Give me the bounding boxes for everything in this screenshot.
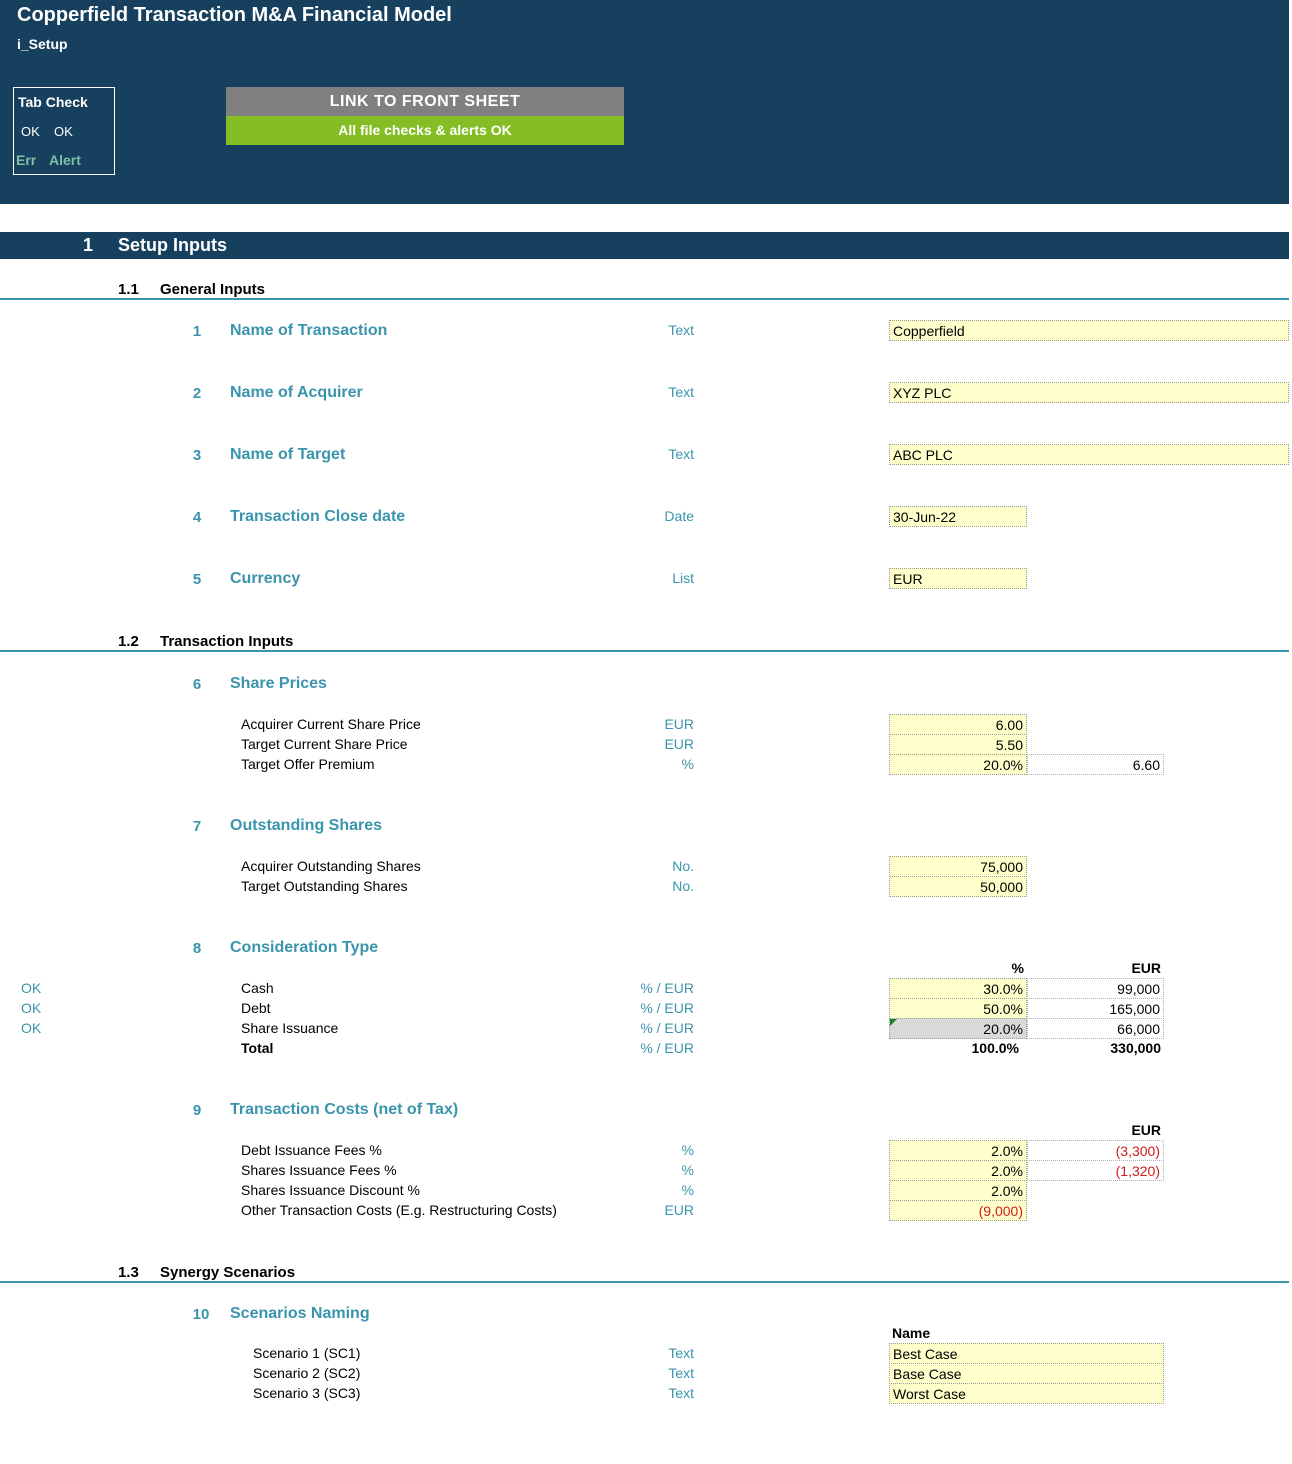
acquirer-name-input[interactable]: XYZ PLC: [889, 382, 1289, 403]
unit-label: %: [681, 1142, 694, 1158]
unit-label: %: [681, 1182, 694, 1198]
item-label: Consideration Type: [230, 939, 379, 956]
column-header-name: Name: [892, 1325, 931, 1341]
subsection-number: 1.2: [118, 633, 139, 650]
debt-pct-input[interactable]: 50.0%: [889, 998, 1027, 1019]
share-issuance-eur-calc: 66,000: [1027, 1018, 1164, 1039]
item-number: 8: [192, 940, 202, 957]
unit-label: % / EUR: [640, 980, 694, 996]
tab-check-title: Tab Check: [18, 94, 88, 110]
total-eur: 330,000: [1110, 1040, 1161, 1056]
row-label: Target Current Share Price: [241, 736, 408, 752]
row-label: Scenario 3 (SC3): [253, 1385, 361, 1401]
row-label: Acquirer Outstanding Shares: [241, 858, 421, 874]
header-band: [0, 0, 1289, 204]
shares-issuance-discount-input[interactable]: 2.0%: [889, 1180, 1027, 1201]
item-label: Name of Transaction: [230, 322, 388, 339]
unit-label: Text: [668, 446, 694, 462]
unit-label: % / EUR: [640, 1000, 694, 1016]
item-number: 2: [192, 385, 202, 402]
row-label: Cash: [241, 980, 274, 996]
divider: [0, 650, 1289, 652]
scenario-2-name-input[interactable]: Base Case: [889, 1363, 1164, 1384]
cash-pct-input[interactable]: 30.0%: [889, 978, 1027, 999]
subsection-title: Transaction Inputs: [160, 633, 294, 650]
row-label: Debt: [241, 1000, 271, 1016]
divider: [0, 1281, 1289, 1283]
unit-label: Text: [668, 1385, 694, 1401]
check-status: OK: [21, 1000, 42, 1016]
tab-check-box: [13, 87, 115, 175]
model-title: Copperfield Transaction M&A Financial Model: [17, 4, 452, 26]
item-label: Name of Target: [230, 446, 346, 463]
subsection-title: General Inputs: [160, 281, 266, 298]
subsection-number: 1.3: [118, 1264, 139, 1281]
tab-check-alert-label: Alert: [49, 152, 81, 168]
unit-label: Text: [668, 1345, 694, 1361]
section-bar: [0, 232, 1289, 259]
shares-issuance-fees-eur: (1,320): [1027, 1160, 1164, 1181]
divider: [0, 298, 1289, 300]
tab-check-ok-err: OK: [21, 124, 40, 139]
item-number: 10: [192, 1306, 210, 1323]
target-share-price-input[interactable]: 5.50: [889, 734, 1027, 755]
check-status: OK: [21, 1020, 42, 1036]
shares-issuance-fees-input[interactable]: 2.0%: [889, 1160, 1027, 1181]
formula-indicator-icon: [890, 1019, 897, 1026]
check-status: OK: [21, 980, 42, 996]
section-title: Setup Inputs: [118, 235, 227, 255]
acquirer-outstanding-shares-input[interactable]: 75,000: [889, 856, 1027, 877]
link-to-front-sheet-button[interactable]: LINK TO FRONT SHEET: [226, 87, 624, 116]
unit-label: %: [681, 756, 694, 772]
item-number: 4: [192, 509, 202, 526]
row-label: Target Outstanding Shares: [241, 878, 408, 894]
acquirer-share-price-input[interactable]: 6.00: [889, 714, 1027, 735]
item-number: 7: [192, 818, 202, 835]
debt-issuance-fees-input[interactable]: 2.0%: [889, 1140, 1027, 1161]
unit-label: EUR: [664, 1202, 694, 1218]
subsection-title: Synergy Scenarios: [160, 1264, 296, 1281]
unit-label: List: [672, 570, 694, 586]
item-label: Share Prices: [230, 675, 327, 692]
debt-issuance-fees-eur: (3,300): [1027, 1140, 1164, 1161]
file-checks-status: All file checks & alerts OK: [226, 116, 624, 145]
item-number: 5: [192, 571, 202, 588]
row-label: Scenario 1 (SC1): [253, 1345, 361, 1361]
close-date-input[interactable]: 30-Jun-22: [889, 506, 1027, 527]
item-number: 3: [192, 447, 202, 464]
currency-select[interactable]: EUR: [889, 568, 1027, 589]
unit-label: Date: [664, 508, 694, 524]
unit-label: %: [681, 1162, 694, 1178]
item-label: Transaction Close date: [230, 508, 406, 525]
section-number: 1: [83, 235, 94, 255]
other-transaction-costs-input[interactable]: (9,000): [889, 1200, 1027, 1221]
target-name-input[interactable]: ABC PLC: [889, 444, 1289, 465]
cash-eur-calc: 99,000: [1027, 978, 1164, 999]
unit-label: % / EUR: [640, 1020, 694, 1036]
subsection-number: 1.1: [118, 281, 139, 298]
row-label: Shares Issuance Discount %: [241, 1182, 420, 1198]
tab-check-err-label: Err: [16, 152, 37, 168]
total-pct: 100.0%: [971, 1040, 1019, 1056]
share-issuance-pct-cell[interactable]: 20.0%: [889, 1018, 1027, 1039]
item-label: Name of Acquirer: [230, 384, 363, 401]
unit-label: Text: [668, 1365, 694, 1381]
offer-premium-input[interactable]: 20.0%: [889, 754, 1027, 775]
unit-label: Text: [668, 322, 694, 338]
unit-label: EUR: [664, 736, 694, 752]
row-label: Acquirer Current Share Price: [241, 716, 421, 732]
row-label: Shares Issuance Fees %: [241, 1162, 397, 1178]
item-number: 6: [192, 676, 202, 693]
transaction-name-input[interactable]: Copperfield: [889, 320, 1289, 341]
row-label: Debt Issuance Fees %: [241, 1142, 382, 1158]
item-label: Scenarios Naming: [230, 1305, 370, 1322]
unit-label: Text: [668, 384, 694, 400]
total-label: Total: [241, 1040, 274, 1056]
unit-label: EUR: [664, 716, 694, 732]
unit-label: % / EUR: [640, 1040, 694, 1056]
offer-price-calc: 6.60: [1027, 754, 1164, 775]
sheet-name: i_Setup: [17, 36, 68, 52]
debt-eur-calc: 165,000: [1027, 998, 1164, 1019]
unit-label: No.: [672, 858, 694, 874]
scenario-1-name-input[interactable]: Best Case: [889, 1343, 1164, 1364]
item-number: 1: [192, 323, 202, 340]
target-outstanding-shares-input[interactable]: 50,000: [889, 876, 1027, 897]
item-label: Outstanding Shares: [230, 817, 383, 834]
unit-label: No.: [672, 878, 694, 894]
row-label: Other Transaction Costs (E.g. Restructuring Costs): [241, 1202, 557, 1218]
item-number: 9: [192, 1102, 202, 1119]
scenario-3-name-input[interactable]: Worst Case: [889, 1383, 1164, 1404]
column-header-pct: %: [1011, 960, 1024, 976]
item-label: Currency: [230, 570, 301, 587]
row-label: Target Offer Premium: [241, 756, 375, 772]
tab-check-ok-alert: OK: [54, 124, 73, 139]
column-header-eur: EUR: [1131, 1122, 1161, 1138]
item-label: Transaction Costs (net of Tax): [230, 1101, 459, 1118]
column-header-eur: EUR: [1131, 960, 1161, 976]
row-label: Share Issuance: [241, 1020, 339, 1036]
row-label: Scenario 2 (SC2): [253, 1365, 361, 1381]
